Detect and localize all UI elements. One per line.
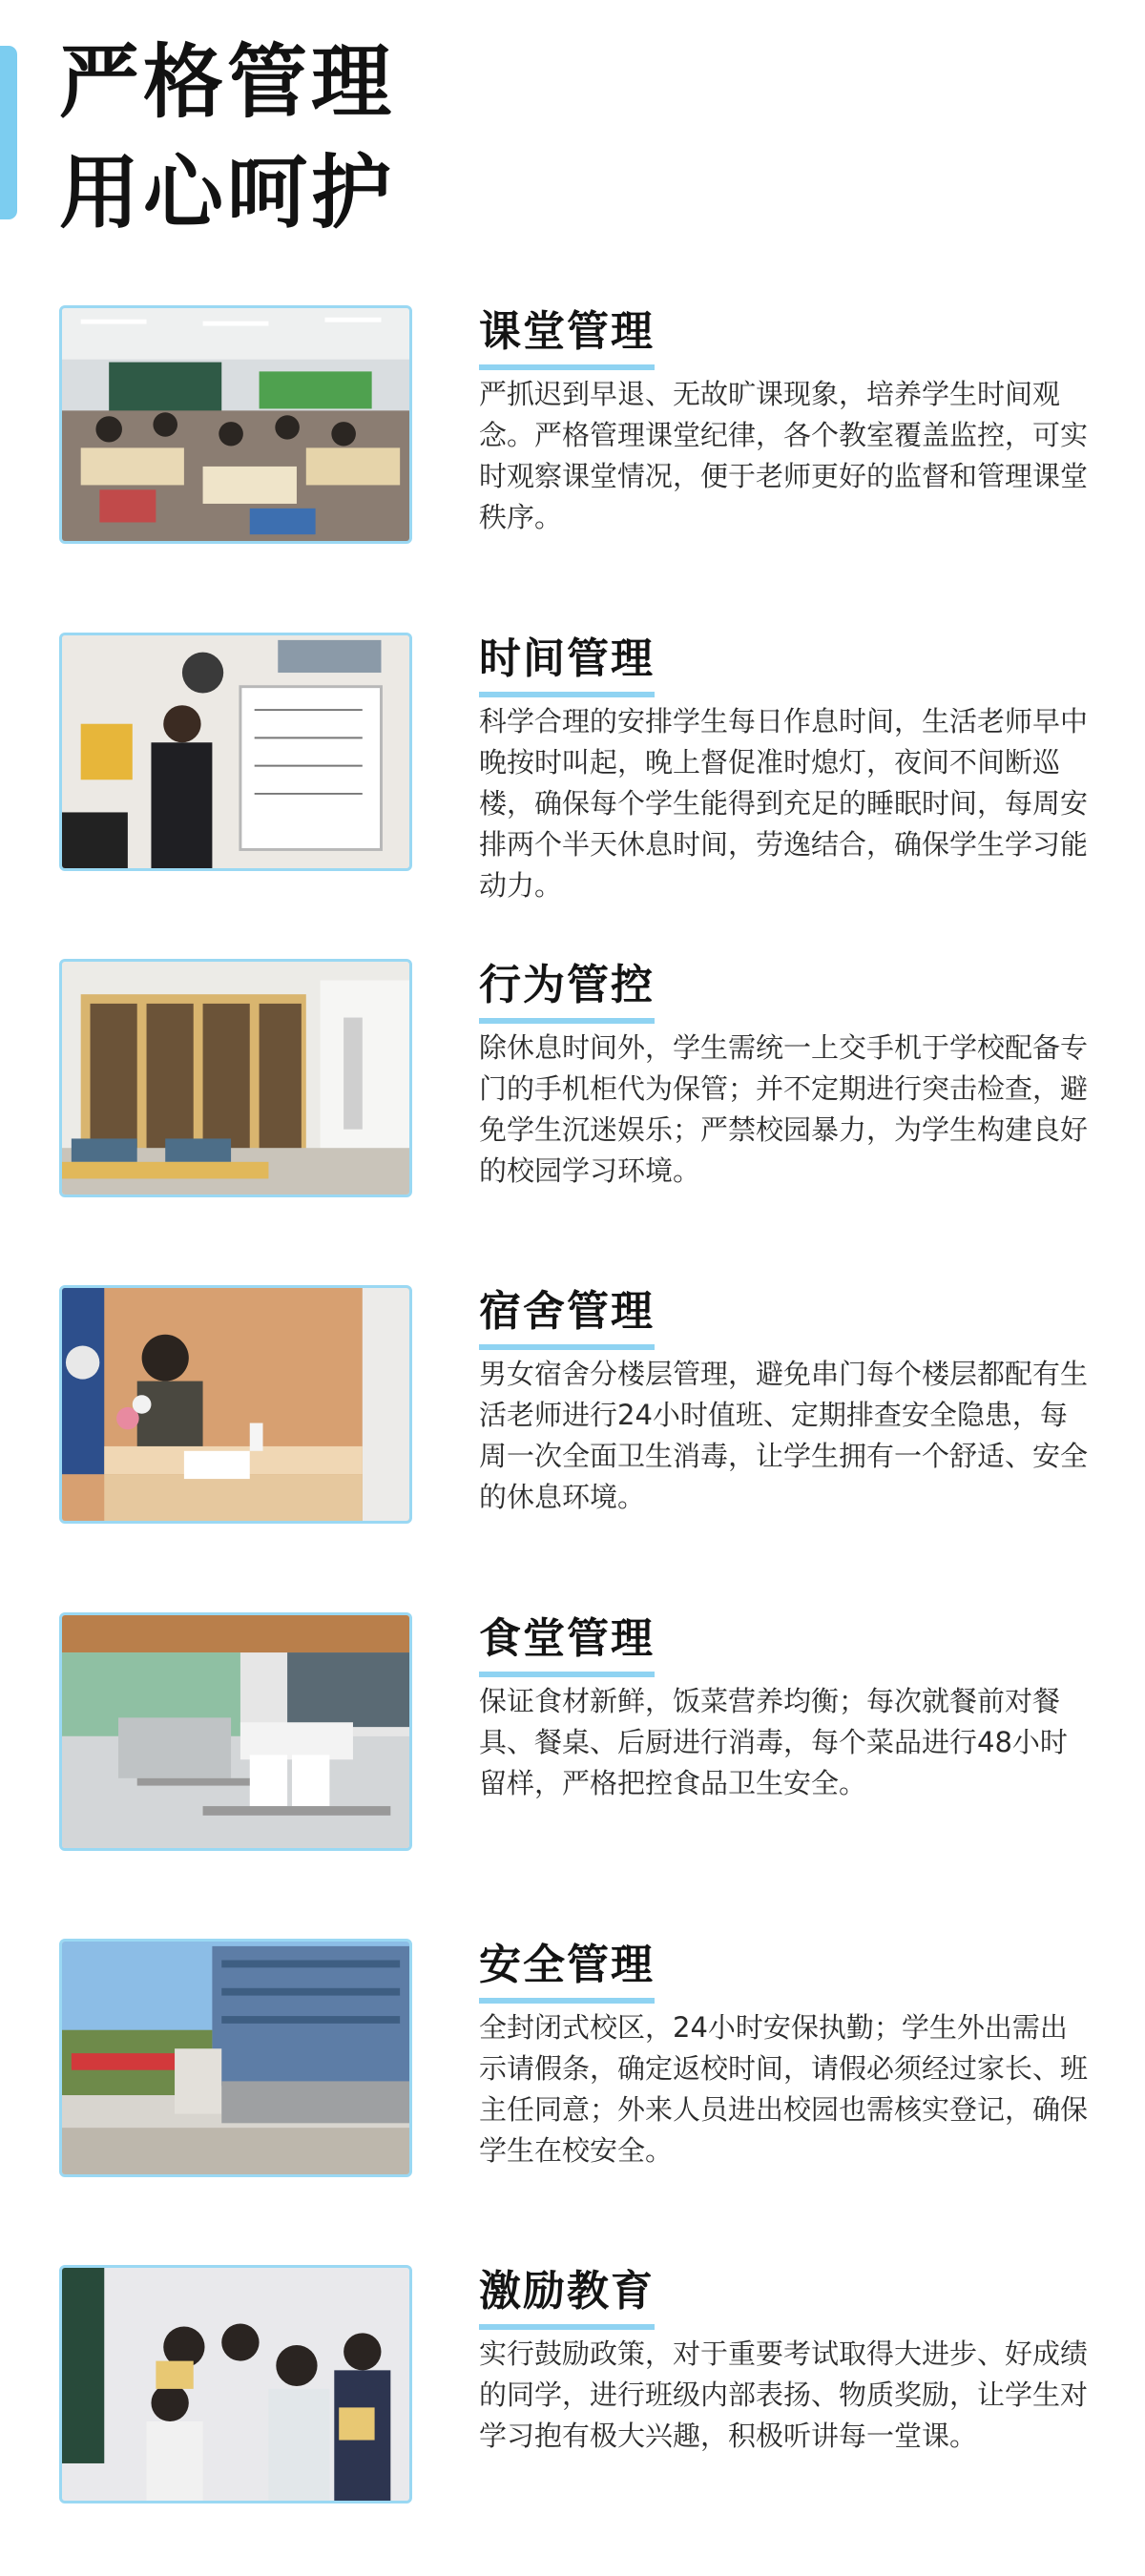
dorm-duty-desk-photo-icon <box>59 1285 412 1524</box>
canteen-photo-icon <box>59 1612 412 1851</box>
classroom-photo-icon <box>59 305 412 544</box>
accent-bar <box>0 46 17 219</box>
section-body: 除休息时间外，学生需统一上交手机于学校配备专门的手机柜代为保管；并不定期进行突击检查，避免学生沉迷娱乐；严禁校园暴力，为学生构建良好的校园学习环境。 <box>479 1031 1089 1187</box>
section-title: 激励教育 <box>479 2265 655 2330</box>
section-body: 严抓迟到早退、无故旷课现象，培养学生时间观念。严格管理课堂纪律，各个教室覆盖监控，可实时观察课堂情况，便于老师更好的监督和管理课堂秩序。 <box>479 378 1089 533</box>
section-title: 宿舍管理 <box>479 1285 655 1350</box>
section-dorm-management <box>59 1285 1109 1533</box>
campus-gate-photo-icon <box>59 1939 412 2177</box>
teacher-whiteboard-photo-icon <box>59 633 412 871</box>
page-title-line-1: 严格管理 <box>59 35 396 129</box>
section-classroom-management <box>59 305 1109 553</box>
section-canteen-management <box>59 1612 1109 1860</box>
page-title-line-2: 用心呵护 <box>59 146 396 239</box>
section-behavior-control <box>59 959 1109 1207</box>
section-body: 科学合理的安排学生每日作息时间，生活老师早中晚按时叫起，晚上督促准时熄灯，夜间不间断巡楼，确保每个学生能得到充足的睡眠时间，每周安排两个半天休息时间，劳逸结合，确保学生学习能动力。 <box>479 705 1089 902</box>
section-title: 课堂管理 <box>479 305 655 370</box>
page-title <box>59 27 395 248</box>
section-title: 行为管控 <box>479 959 655 1024</box>
students-awards-photo-icon <box>59 2265 412 2503</box>
section-body: 男女宿舍分楼层管理，避免串门每个楼层都配有生活老师进行24小时值班、定期排查安全隐患，每周一次全面卫生消毒，让学生拥有一个舒适、安全的休息环境。 <box>479 1358 1089 1513</box>
section-title: 安全管理 <box>479 1939 655 2004</box>
section-title: 时间管理 <box>479 633 655 697</box>
section-time-management <box>59 633 1109 902</box>
section-body: 全封闭式校区，24小时安保执勤；学生外出需出示请假条，确定返校时间，请假必须经过家长、班主任同意；外来人员进出校园也需核实登记，确保学生在校安全。 <box>479 2011 1089 2167</box>
section-body: 实行鼓励政策，对于重要考试取得大进步、好成绩的同学，进行班级内部表扬、物质奖励，让学生对学习抱有极大兴趣，积极听讲每一堂课。 <box>479 2337 1089 2452</box>
phone-cabinet-photo-icon <box>59 959 412 1197</box>
section-body: 保证食材新鲜，饭菜营养均衡；每次就餐前对餐具、餐桌、后厨进行消毒，每个菜品进行48小时留样，严格把控食品卫生安全。 <box>479 1685 1068 1799</box>
section-safety-management <box>59 1939 1109 2187</box>
section-motivational-education <box>59 2265 1109 2513</box>
section-title: 食堂管理 <box>479 1612 655 1677</box>
